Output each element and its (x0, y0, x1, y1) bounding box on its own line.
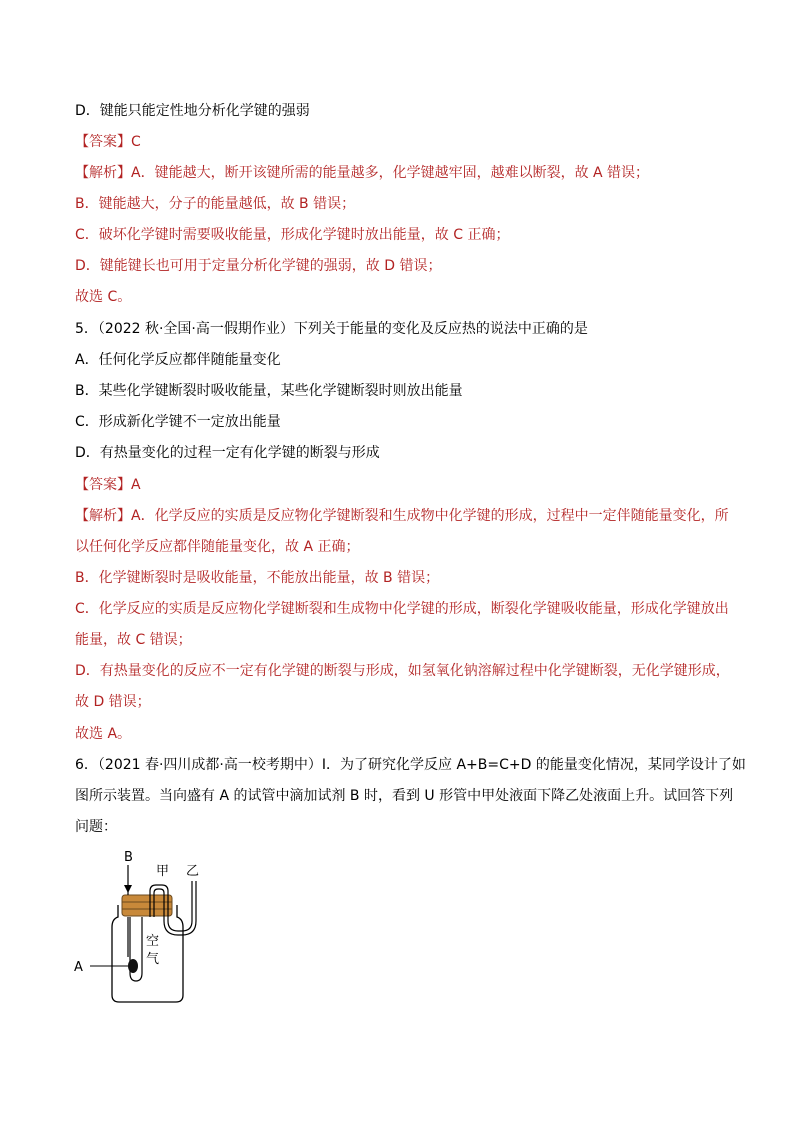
question-6-stem-cont: 问题： (75, 819, 117, 835)
question-5-stem: 5．（2022 秋·全国·高一假期作业）下列关于能量的变化及反应热的说法中正确的是 (75, 321, 588, 337)
analysis-line: D．键能键长也可用于定量分析化学键的强弱，故 D 错误； (75, 258, 442, 274)
label-a: A (74, 960, 83, 975)
conclusion-line: 故选 C。 (75, 289, 132, 305)
label-air-2: 气 (146, 952, 160, 967)
analysis-line: C．化学反应的实质是反应物化学键断裂和生成物中化学键的形成，断裂化学键吸收能量，形成化学键放出 (75, 601, 729, 617)
option-a-line: A．任何化学反应都伴随能量变化 (75, 352, 281, 368)
question-6-stem-cont: 图所示装置。当向盛有 A 的试管中滴加试剂 B 时，看到 U 形管中甲处液面下降乙处液面上升。试回答下列 (75, 788, 734, 804)
option-d-line: D．有热量变化的过程一定有化学键的断裂与形成 (75, 445, 380, 461)
analysis-line: D．有热量变化的反应不一定有化学键的断裂与形成，如氢氧化钠溶解过程中化学键断裂，无化学键形成， (75, 663, 730, 679)
option-c-line: C．形成新化学键不一定放出能量 (75, 414, 281, 430)
conclusion-line: 故选 A。 (75, 726, 132, 742)
analysis-line: 以任何化学反应都伴随能量变化，故 A 正确； (75, 539, 360, 555)
analysis-line: 【解析】A．键能越大，断开该键所需的能量越多，化学键越牢固，越难以断裂，故 A 错误； (75, 165, 650, 181)
label-jia: 甲 (156, 864, 170, 879)
analysis-line: 能量，故 C 错误； (75, 632, 192, 648)
label-b: B (124, 850, 133, 865)
analysis-line: C．破坏化学键时需要吸收能量，形成化学键时放出能量，故 C 正确； (75, 227, 510, 243)
label-air-1: 空 (146, 934, 160, 949)
answer-line: 【答案】C (75, 134, 141, 150)
analysis-line: 【解析】A．化学反应的实质是反应物化学键断裂和生成物中化学键的形成，过程中一定伴随能量变化，所 (75, 508, 729, 524)
option-d-line: D．键能只能定性地分析化学键的强弱 (75, 103, 310, 119)
substance-a (128, 959, 138, 973)
label-yi: 乙 (186, 864, 200, 879)
option-b-line: B．某些化学键断裂时吸收能量，某些化学键断裂时则放出能量 (75, 383, 463, 399)
answer-line: 【答案】A (75, 477, 141, 493)
analysis-line: B．键能越大，分子的能量越低，故 B 错误； (75, 196, 356, 212)
question-6-stem: 6．（2021 春·四川成都·高一校考期中）Ⅰ．为了研究化学反应 A+B=C+D 的能量变化情况，某同学设计了如 (75, 757, 746, 773)
analysis-line: B．化学键断裂时是吸收能量，不能放出能量，故 B 错误； (75, 570, 440, 586)
apparatus-diagram (70, 845, 220, 1010)
analysis-line: 故 D 错误； (75, 694, 151, 710)
